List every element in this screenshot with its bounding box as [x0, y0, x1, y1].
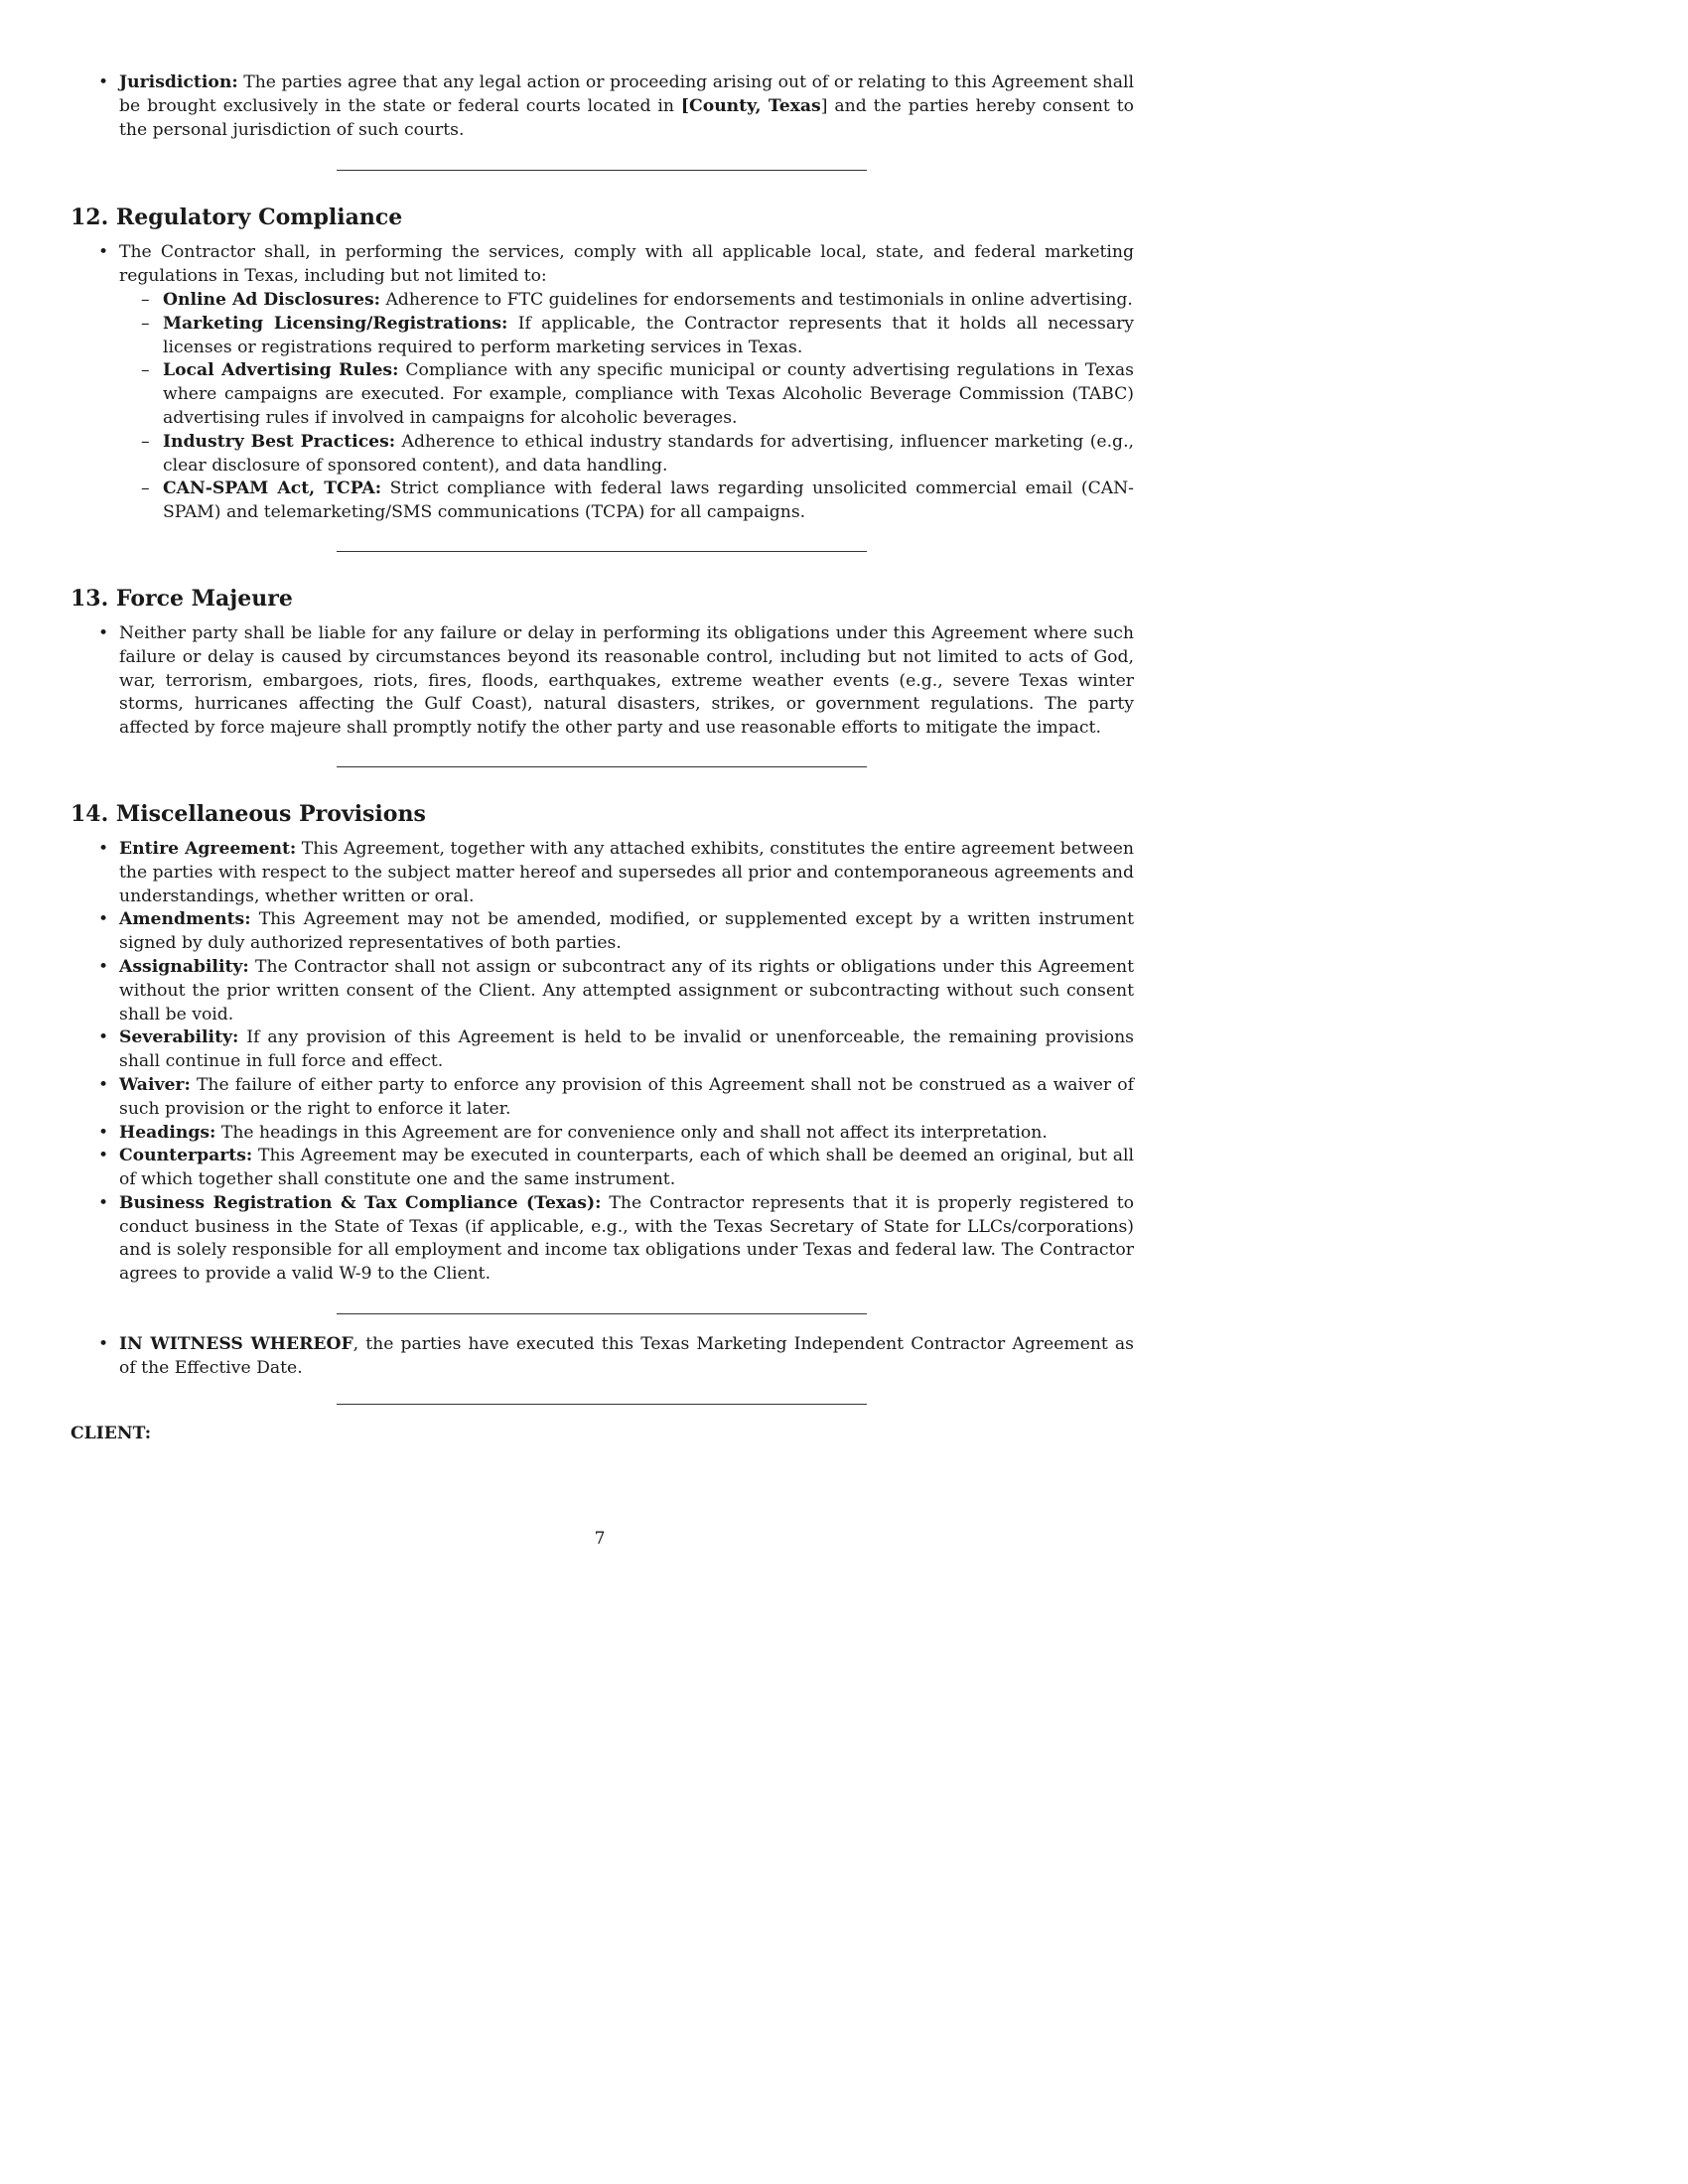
section-12-intro: [70, 241, 1134, 525]
section-13-heading: 13. Force Majeure: [70, 585, 293, 612]
misc-item-label: Assignability:: [119, 956, 249, 977]
misc-item-text: The Contractor shall not assign or subcontract any of its rights or obligations under this Agreement without the prior written consent of the Client. Any attempted assignment or subcontracting without such consent shall be void.: [119, 956, 1134, 1024]
misc-item-text: This Agreement may be executed in counterparts, each of which shall be deemed an original, but all of which together shall constitute one and the same instrument.: [119, 1146, 1134, 1190]
section-14-list: [70, 838, 1134, 1287]
section-14-heading: 14. Miscellaneous Provisions: [70, 800, 426, 827]
client-label: CLIENT:: [70, 1423, 152, 1443]
jurisdiction-bracket-close: ]: [820, 95, 828, 116]
section-12-intro-text: The Contractor shall, in performing the services, comply with all applicable local, state, and federal marketing regulations in Texas, including but not limited to:: [119, 242, 1134, 287]
jurisdiction-bracket-open: [: [680, 95, 690, 116]
misc-item-severability: [70, 1026, 1134, 1074]
witness-item: [70, 1333, 1134, 1381]
section-12-sublist: [119, 289, 1134, 525]
jurisdiction-text-a: The parties agree that any legal action or proceeding arising out of or relating to this Agreement shall be brought exclusively in the state or federal courts located in: [119, 72, 1134, 116]
sub-item-text: Strict compliance with federal laws regarding unsolicited commercial email (CAN-SPAM) and telemarketing/SMS communications (TCPA) for all campaigns.: [163, 478, 1134, 523]
sub-item-local-advertising: [70, 359, 1134, 430]
misc-item-text: If any provision of this Agreement is held to be invalid or unenforceable, the remaining provisions shall continue in full force and effect.: [119, 1027, 1134, 1072]
misc-item-counterparts: [70, 1145, 1134, 1192]
jurisdiction-county: County, Texas: [689, 95, 821, 116]
misc-item-label: Entire Agreement:: [119, 838, 297, 859]
sub-item-text: Adherence to FTC guidelines for endorsements and testimonials in online advertising.: [380, 289, 1133, 310]
witness-text: , the parties have executed this Texas Marketing Independent Contractor Agreement as of the Effective Date.: [119, 1334, 1135, 1378]
sub-item-label: Local Advertising Rules:: [163, 360, 399, 381]
misc-item-label: Business Registration & Tax Compliance (Texas):: [119, 1192, 602, 1213]
misc-item-text: The failure of either party to enforce any provision of this Agreement shall not be construed as a waiver of such provision or the right to enforce it later.: [119, 1074, 1134, 1119]
misc-item-entire-agreement: [70, 838, 1134, 908]
force-majeure-item: [70, 622, 1134, 741]
section-12-heading: 12. Regulatory Compliance: [70, 205, 403, 231]
jurisdiction-list: [70, 71, 1134, 142]
misc-item-amendments: [70, 908, 1134, 956]
sub-item-label: CAN-SPAM Act, TCPA:: [163, 478, 382, 499]
horizontal-rule: [337, 1313, 867, 1314]
jurisdiction-item: [70, 71, 1134, 142]
sub-item-label: Online Ad Disclosures:: [163, 289, 381, 310]
misc-item-text: The Contractor represents that it is properly registered to conduct business in the State of Texas (if applicable, e.g., with the Texas Secretary of State for LLCs/corporations) and is solely responsible for all employment and income tax obligations under Texas and federal law. The Contractor agrees to provide a valid W-9 to the Client.: [119, 1192, 1135, 1285]
misc-item-text: This Agreement may not be amended, modified, or supplemented except by a written instrument signed by duly authorized representatives of both parties.: [119, 909, 1134, 954]
page-number: 7: [594, 1529, 606, 1549]
jurisdiction-text-b: and the parties hereby consent to the personal jurisdiction of such courts.: [119, 95, 1134, 140]
misc-item-label: Severability:: [119, 1027, 239, 1048]
horizontal-rule: [337, 766, 867, 767]
sub-item-online-ad: [70, 289, 1134, 313]
section-12-list: [70, 241, 1134, 525]
sub-item-text: Adherence to ethical industry standards for advertising, influencer marketing (e.g., clear disclosure of sponsored content), and data handling.: [163, 431, 1134, 476]
misc-item-text: The headings in this Agreement are for convenience only and shall not affect its interpretation.: [215, 1122, 1048, 1143]
misc-item-label: Headings:: [119, 1122, 216, 1143]
witness-label: IN WITNESS WHEREOF: [119, 1334, 353, 1355]
sub-item-text: Compliance with any specific municipal or county advertising regulations in Texas where campaigns are executed. For example, compliance with Texas Alcoholic Beverage Commission (TABC) advertising rules if involved in campaigns for alcoholic beverages.: [163, 360, 1134, 428]
misc-item-headings: [70, 1122, 1134, 1146]
misc-item-label: Waiver:: [119, 1074, 191, 1095]
force-majeure-text: Neither party shall be liable for any failure or delay in performing its obligations under this Agreement where such failure or delay is caused by circumstances beyond its reasonable control, including but not limited to acts of God, war, terrorism, embargoes, riots, fires, floods, earthquakes, extreme weather events (e.g., severe Texas winter storms, hurricanes affecting the Gulf Coast), natural disasters, strikes, or government regulations. The party affected by force majeure shall promptly notify the other party and use reasonable efforts to mitigate the impact.: [119, 622, 1134, 739]
sub-item-best-practices: [70, 431, 1134, 478]
jurisdiction-label: Jurisdiction:: [119, 72, 238, 92]
witness-list: [70, 1333, 1134, 1381]
horizontal-rule: [337, 1404, 867, 1405]
misc-item-assignability: [70, 956, 1134, 1026]
horizontal-rule: [337, 551, 867, 552]
section-13-list: [70, 622, 1134, 741]
misc-item-text: This Agreement, together with any attached exhibits, constitutes the entire agreement between the parties with respect to the subject matter hereof and supersedes all prior and contemporaneous agreements and understandings, whether written or oral.: [119, 838, 1134, 906]
misc-item-business-registration: [70, 1192, 1134, 1287]
sub-item-label: Marketing Licensing/Registrations:: [163, 313, 508, 334]
horizontal-rule: [337, 170, 867, 171]
sub-item-label: Industry Best Practices:: [163, 431, 396, 452]
misc-item-label: Amendments:: [119, 909, 251, 930]
misc-item-label: Counterparts:: [119, 1146, 253, 1166]
sub-item-licensing: [70, 313, 1134, 360]
sub-item-text: If applicable, the Contractor represents that it holds all necessary licenses or registrations required to perform marketing services in Texas.: [163, 313, 1134, 357]
sub-item-can-spam: [70, 478, 1134, 525]
misc-item-waiver: [70, 1074, 1134, 1122]
page-content: [70, 71, 1134, 1445]
